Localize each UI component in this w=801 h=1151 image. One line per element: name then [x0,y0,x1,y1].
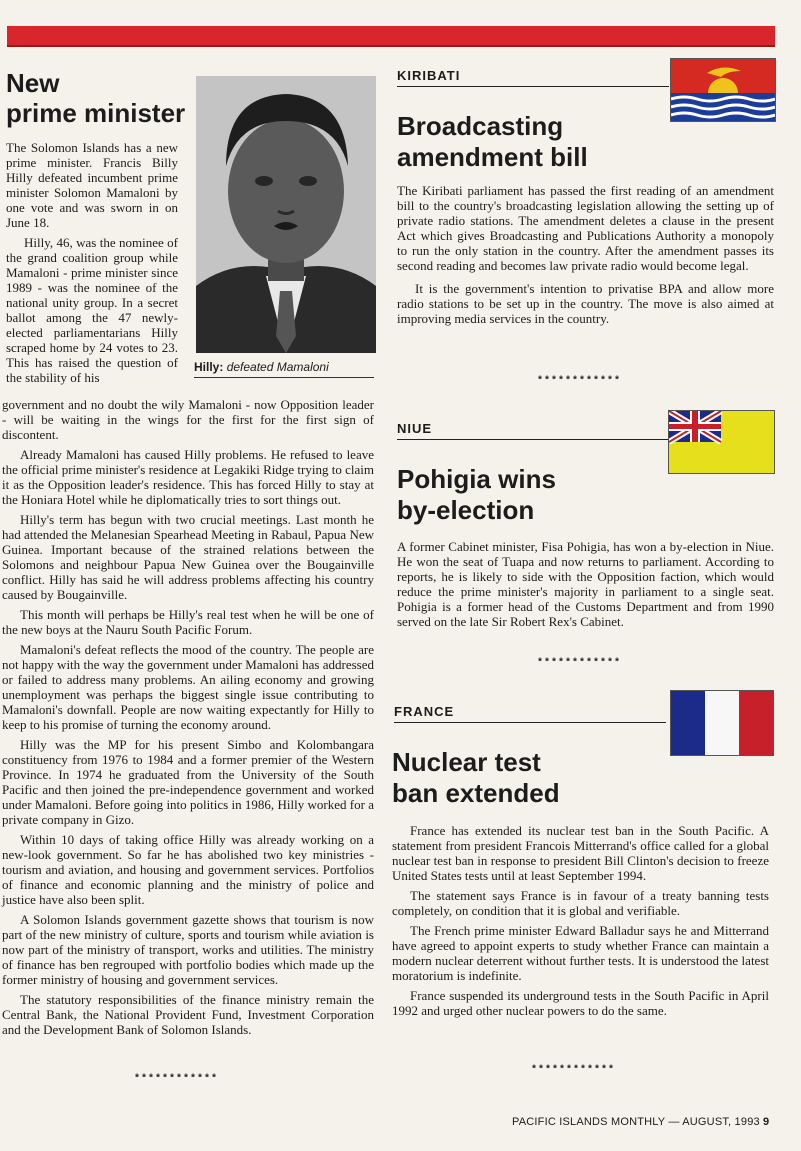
niue-headline-line-2: by-election [397,495,535,525]
left-wide-paragraph: The statutory responsibilities of the finance ministry remain the Central Bank, the National Provident Fund, Investment Corporation and the Development Bank of Solomon Islands. [2,992,374,1037]
left-wide-paragraph: Mamaloni's defeat reflects the mood of the country. The people are not happy with the way the government under Mamaloni has addressed or failed to address many problems. An ailing economy and growing unemployment was perhaps the biggest single issue contributing to Mamaloni's downfall. People are now waiting expectantly for Hilly to keep to his promise of turning the economy around. [2,642,374,732]
niue-paragraph: A former Cabinet minister, Fisa Pohigia, has won a by-election in Niue. He won the seat of Tuapa and now returns to parliament. According to reports, he is likely to side with the Opposition faction, which would reduce the prime minister's majority in parliament to a single seat. Pohigia is a former head of the Customs Department and from 1990 served on the late Sir Robert Rex's Cabinet. [397,539,774,629]
kiribati-flag-icon [670,58,776,122]
kiribati-end-stars: ************ [537,376,622,387]
kiribati-kicker: KIRIBATI [397,68,461,83]
france-flag-graphic [671,691,773,755]
portrait-photo [196,76,376,353]
france-paragraph: France suspended its underground tests in the South Pacific in April 1992 and urged other nuclear powers to do the same. [392,988,769,1018]
caption-text: defeated Mamaloni [226,360,329,374]
niue-flag-graphic [669,411,774,473]
france-end-stars: ************ [531,1065,616,1076]
niue-headline-line-1: Pohigia wins [397,464,556,494]
kiribati-headline-line-2: amendment bill [397,142,588,172]
left-intro-paragraph: Hilly, 46, was the nominee of the grand coalition group while Mamaloni - prime minister since 1989 - was the nominee of the national unity group. In a secret ballot among the 47 newly-elected parliamentarians Hilly scraped home by 24 votes to 23. This has raised the question of the stability of his [6,235,178,385]
kiribati-paragraph: It is the government's intention to privatise BPA and allow more radio stations to be set up in the country. The move is also aimed at improving media services in the country. [397,281,774,326]
left-end-stars: ************ [134,1074,219,1085]
france-paragraph: The French prime minister Edward Balladur says he and Mitterrand have agreed to appoint experts to study whether France can maintain a modern nuclear deterrent without further tests. It is understood the latest moratorium is indefinite. [392,923,769,983]
niue-end-stars: ************ [537,658,622,669]
kiribati-flag-graphic [671,59,775,121]
photo-caption [194,360,374,374]
niue-flag-icon [668,410,775,474]
france-headline-line-1: Nuclear test [392,747,541,777]
page-footer: PACIFIC ISLANDS MONTHLY — AUGUST, 1993 [512,1116,760,1128]
caption-name: Hilly: [194,360,224,374]
kiribati-body [397,183,774,331]
caption-rule [194,377,374,378]
top-red-banner [7,26,775,47]
left-wide-paragraph: Hilly was the MP for his present Simbo and Kolombangara constituency from 1976 to 1984 and a former premier of the Western Province. In 1974 he graduated from the University of the South Pacific and then joined the pre-independence government and worked under Mamaloni. Before going into politics in 1986, Hilly worked for a private company in Gizo. [2,737,374,827]
kiribati-headline [397,111,588,173]
france-kicker: FRANCE [394,704,455,719]
left-headline-line-2: prime minister [6,98,186,128]
france-headline-line-2: ban extended [392,778,560,808]
niue-kicker: NIUE [397,421,433,436]
left-wide-paragraph: Within 10 days of taking office Hilly was already working on a new-look government. So far he has abolished two key ministries - tourism and aviation, and housing and government services. Portfolios of finance and economic planning and the ministry of police and justice have also been split. [2,832,374,907]
kiribati-rule [397,86,669,87]
niue-rule [397,439,669,440]
left-headline [6,68,196,128]
niue-headline [397,464,556,526]
portrait-illustration [196,76,376,353]
france-body [392,823,769,1023]
france-paragraph: France has extended its nuclear test ban in the South Pacific. A statement from president Francois Mitterrand's office called for a global nuclear test ban in response to president Bill Clinton's decision to freeze United States tests until at least September 1994. [392,823,769,883]
left-wide-paragraph: A Solomon Islands government gazette shows that tourism is now part of the new ministry of culture, sports and tourism while aviation is now part of the ministry of transport, works and utilities. The ministry of finance has ben regrouped with portfolio bodies which made up the former ministry of housing and government services. [2,912,374,987]
left-wide-paragraph: Hilly's term has begun with two crucial meetings. Last month he had attended the Melanesian Spearhead Meeting in Rabaul, Papua New Guinea. Important because of the strained relations between the Solomons and neighbour Papua New Guinea over the Bougainville conflict. Hilly has said he will address problems affecting his country caused by Bougainville. [2,512,374,602]
left-intro-paragraph: The Solomon Islands has a new prime minister. Francis Billy Hilly defeated incumbent prime minister Solomon Mamaloni by one vote and was sworn in on June 18. [6,140,178,230]
france-flag-icon [670,690,774,756]
left-wide-paragraph: government and no doubt the wily Mamaloni - now Opposition leader - will be waiting in the wings for the first for the first sign of discontent. [2,397,374,442]
niue-body [397,539,774,634]
france-headline [392,747,560,809]
left-wide-paragraph: Already Mamaloni has caused Hilly problems. He refused to leave the official prime minister's residence at Legakiki Ridge trying to claim it as the Opposition leader's residence. This has forced Hilly to stay at the Honiara Hotel while he diplomatically tries to sort things out. [2,447,374,507]
france-paragraph: The statement says France is in favour of a treaty banning tests completely, on condition that it is global and verifiable. [392,888,769,918]
left-headline-line-1: New [6,68,60,98]
kiribati-headline-line-1: Broadcasting [397,111,564,141]
page-number: 9 [763,1116,770,1128]
left-wide-paragraph: This month will perhaps be Hilly's real test when he will be one of the new boys at the Nauru South Pacific Forum. [2,607,374,637]
france-rule [394,722,666,723]
kiribati-paragraph: The Kiribati parliament has passed the first reading of an amendment bill to the country's broadcasting legislation allowing the setting up of private radio stations. The amendment deletes a clause in the present Act which gives Broadcasting and Publications Authority a monopoly to run the only station in the country. After the amendment passes its second reading and becomes law private radio would become legal. [397,183,774,273]
left-wide-text [2,397,374,1042]
left-intro-text [6,140,178,390]
